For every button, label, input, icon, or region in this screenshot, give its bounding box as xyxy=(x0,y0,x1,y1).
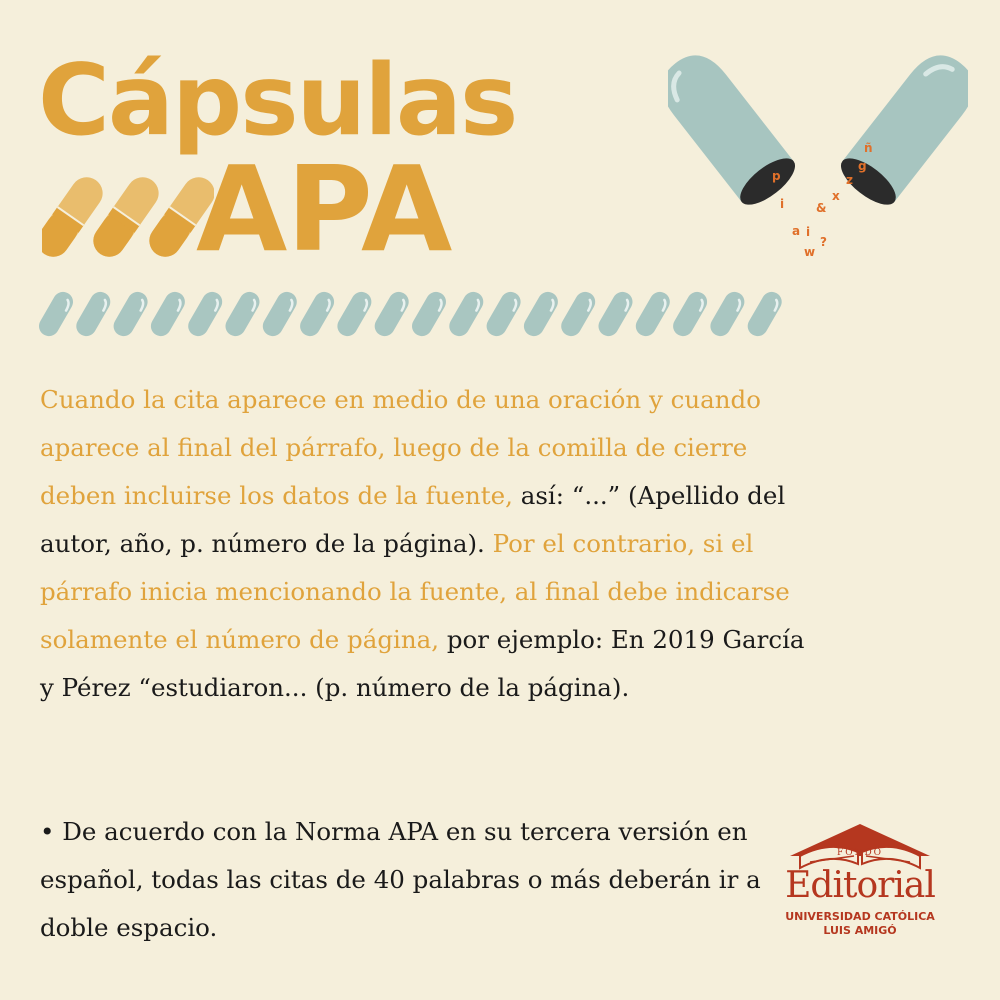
title-capsulas: Cápsulas xyxy=(38,44,517,158)
letter-enye: ñ xyxy=(864,141,873,155)
small-pill-icon xyxy=(520,288,561,340)
small-pill-icon xyxy=(669,288,710,340)
logo-luis-amigo-text: LUIS AMIGÓ xyxy=(823,924,897,937)
letter-question: ? xyxy=(820,235,827,249)
open-capsule-icon xyxy=(668,40,968,260)
logo-university-text: UNIVERSIDAD CATÓLICA xyxy=(785,910,935,923)
small-pill-icon xyxy=(558,288,599,340)
small-pill-icon xyxy=(446,288,487,340)
small-pill-icon xyxy=(408,288,449,340)
small-pill-icon xyxy=(632,288,673,340)
small-pill-icon xyxy=(147,288,188,340)
letter-w: w xyxy=(804,245,816,259)
small-pill-icon xyxy=(334,288,375,340)
letter-g: g xyxy=(858,159,867,173)
small-pill-icon xyxy=(744,288,785,340)
paragraph-citation-rules xyxy=(40,376,820,712)
title-apa: APA xyxy=(196,140,452,278)
pill-row-divider xyxy=(36,288,786,340)
letter-x: x xyxy=(832,189,840,203)
small-pill-icon xyxy=(36,288,77,340)
paragraph-highlight-1: Cuando la cita aparece en medio de una oración y cuando aparece al final del párrafo, luego de la comilla de cierre deben incluirse los datos de la fuente, xyxy=(40,385,761,510)
small-pill-icon xyxy=(371,288,412,340)
paragraph-text-1: así: “...” (Apellido del autor, año, p. número de la página). xyxy=(40,481,786,558)
letter-z: z xyxy=(846,173,853,187)
letter-p: p xyxy=(772,169,781,183)
large-pills-icon xyxy=(42,172,214,262)
editorial-logo xyxy=(770,818,950,948)
small-pill-icon xyxy=(185,288,226,340)
small-pill-icon xyxy=(110,288,151,340)
paragraph-highlight-2: Por el contrario, si el párrafo inicia mencionando la fuente, al final debe indicarse solamente el número de página, xyxy=(40,529,790,654)
paragraph-text-2: por ejemplo: En 2019 García y Pérez “estudiaron... (p. número de la página). xyxy=(40,625,805,702)
logo-fondo-text: FONDO xyxy=(836,848,884,858)
small-pill-icon xyxy=(296,288,337,340)
letter-amp: & xyxy=(816,201,827,215)
letter-i: i xyxy=(780,197,785,211)
letter-i-2: i xyxy=(806,225,811,239)
small-pill-icon xyxy=(483,288,524,340)
small-pill-icon xyxy=(707,288,748,340)
small-pill-icon xyxy=(73,288,114,340)
paragraph-norma-apa: • De acuerdo con la Norma APA en su tercera versión en español, todas las citas de 40 palabras o más deberán ir a doble espacio. xyxy=(40,817,761,942)
logo-name-text: Editorial xyxy=(785,865,935,906)
small-pill-icon xyxy=(222,288,263,340)
small-pill-icon xyxy=(595,288,636,340)
letter-a: a xyxy=(792,224,801,238)
small-pill-icon xyxy=(259,288,300,340)
